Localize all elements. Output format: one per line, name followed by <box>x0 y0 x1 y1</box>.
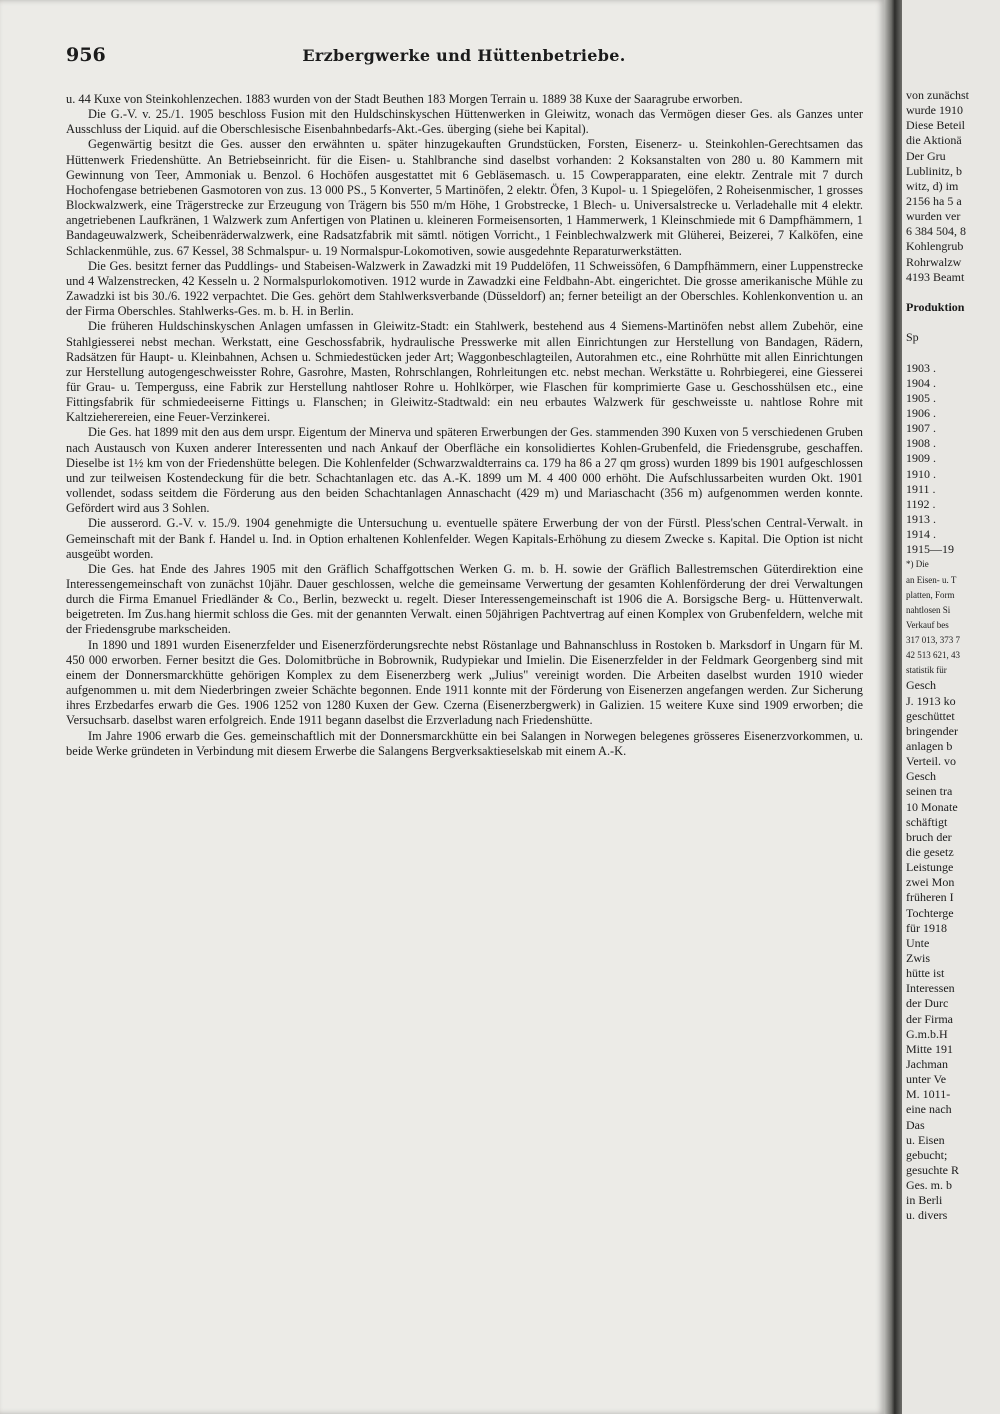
adjacent-line: zwei Mon <box>906 875 955 890</box>
adjacent-line: 1914 . <box>906 527 936 542</box>
adjacent-line: nahtlosen Si <box>906 604 951 615</box>
adjacent-page-fragment <box>902 0 1000 1414</box>
adjacent-line: 10 Monate <box>906 799 958 814</box>
adjacent-line: u. Eisen <box>906 1132 945 1147</box>
adjacent-line: Unte <box>906 935 930 950</box>
paragraph: Die Ges. hat Ende des Jahres 1905 mit den Gräflich Schaffgottschen Werken G. m. b. H. sowie der Gräflich Ballestremschen Güterdirektion eine Interessengemeinschaft von zunächst 10jähr. Dauer geschlossen, welche die gemeinsame Verwertung der gesamten Kohlenförderung der drei Verwaltungen durch die Firma Emanuel Friedländer & Co., Berlin, bezweckt u. regelt. Dieser Interessengemeinschaft ist 1906 die A. Borsigsche Berg- u. Hüttenverwalt. beigetreten. Im Zus.hang hiermit schloss die Ges. mit der genannten Verwalt. einen 50jährigen Pachtvertrag auf einen Komplex von Grubenfeldern, welche mit der Friedensgrube markscheiden. <box>66 561 863 637</box>
adjacent-line: platten, Form <box>906 589 955 600</box>
adjacent-line: 1908 . <box>906 436 936 451</box>
adjacent-line: u. divers <box>906 1208 948 1223</box>
adjacent-line: Diese Beteil <box>906 118 965 133</box>
adjacent-line: G.m.b.H <box>906 1026 948 1041</box>
adjacent-line: Zwis <box>906 951 930 966</box>
paragraph: Im Jahre 1906 erwarb die Ges. gemeinschaftlich mit der Donnersmarckhütte ein bei Salangen in Norwegen belegenes grösseres Eisenerzvorkommen, u. beide Werke gründeten in Verbindung mit diesem Erwerbe die Salangens Bergverksaktieselskab mit einem A.-K. <box>66 728 863 758</box>
adjacent-line: 317 013, 373 7 <box>906 635 960 646</box>
paragraph: Die Ges. besitzt ferner das Puddlings- und Stabeisen-Walzwerk in Zawadzki mit 19 Puddelöfen, 11 Schweissöfen, 6 Dampfhämmern, einer Luppenstrecke und 4 Walzenstrecken, 42 Kesseln u. 2 Normalspurlokomotiven. 1912 wurde in Zawadzki eine Feldbahn-Abt. eingerichtet. Die grosse amerikanische Mühle zu Zawadzki ist bis 30./6. 1922 verpachtet. Die Ges. gehört dem Stahlwerksverbande (Düsseldorf) an; ferner beteiligt an der Oberschles. Kohlenkonvention u. an der Firma Oberschles. Stahlwerks-Ges. m. b. H. in Berlin. <box>66 258 863 319</box>
adjacent-line: Gesch <box>906 678 936 693</box>
adjacent-line: 1907 . <box>906 421 936 436</box>
paragraph: Die Ges. hat 1899 mit den aus dem urspr. Eigentum der Minerva und späteren Erwerbungen der Ges. stammenden 390 Kuxen von 5 verschiedenen Gruben nach Austausch von Kuxen anderer Interessenten und nach Ankauf der Oberfläche ein konsolidiertes Kohlen-Grubenfeld, die Friedensgrube, geschaffen. Dieselbe ist 1½ km von der Friedenshütte belegen. Die Kohlenfelder (Schwarzwaldterrains ca. 179 ha 86 a 27 qm gross) wurden 1899 bis 1901 aufgeschlossen und zur teilweisen Kostendeckung für die betr. Schachtanlagen etc. das A.-K. 1899 um M. 4 400 000 erhöht. Die Aufschlussarbeiten wurden Okt. 1901 vollendet, sodass seitdem die Förderung aus den beiden Schachtanlagen Annaschacht (429 m) und Mariaschacht (356 m) aufgenommen werden konnte. Gefördert wird aus 3 Sohlen. <box>66 425 863 516</box>
page-header <box>66 44 862 70</box>
paragraph: Die G.-V. v. 25./1. 1905 beschloss Fusion mit den Huldschinskyschen Hüttenwerken in Gleiwitz, wonach das Vermögen dieser Ges. als Ganzes unter Ausschluss der Liquid. auf die Oberschlesische Eisenbahnbedarfs-Akt.-Ges. überging (siehe bei Kapital). <box>66 107 863 137</box>
page-number: 956 <box>66 44 106 66</box>
adjacent-line: Der Gru <box>906 148 946 163</box>
adjacent-line: bringender <box>906 723 958 738</box>
adjacent-line: Verteil. vo <box>906 754 956 769</box>
adjacent-line: 1915—19 <box>906 542 954 557</box>
paragraph: u. 44 Kuxe von Steinkohlenzechen. 1883 wurden von der Stadt Beuthen 183 Morgen Terrain u. 1889 38 Kuxe der Saaragrube erworben. <box>66 92 743 106</box>
adjacent-line: an Eisen- u. T <box>906 574 957 585</box>
adjacent-line: Sp <box>906 330 919 345</box>
adjacent-line: Jachman <box>906 1057 948 1071</box>
adjacent-line: Interessen <box>906 981 955 996</box>
adjacent-line: J. 1913 ko <box>906 693 956 708</box>
adjacent-line: gebucht; <box>906 1147 948 1162</box>
adjacent-line: geschüttet <box>906 708 955 723</box>
adjacent-line: Produktion <box>906 299 965 314</box>
adjacent-line: bruch der <box>906 829 952 844</box>
adjacent-line: Kohlengrub <box>906 239 964 254</box>
adjacent-line: 2156 ha 5 a <box>906 193 962 208</box>
adjacent-line: 1910 . <box>906 466 936 481</box>
adjacent-line: Rohrwalzw <box>906 254 962 269</box>
adjacent-line <box>906 285 1000 300</box>
adjacent-line: 1904 . <box>906 375 936 390</box>
adjacent-line: 4193 Beamt <box>906 269 965 284</box>
adjacent-line: M. 1011- <box>906 1087 951 1102</box>
adjacent-line: 42 513 621, 43 <box>906 650 960 661</box>
adjacent-line <box>906 345 1000 360</box>
adjacent-line: die gesetz <box>906 845 954 860</box>
body-text <box>66 92 863 759</box>
adjacent-line: 1903 . <box>906 360 936 375</box>
adjacent-line: Verkauf bes <box>906 619 949 630</box>
adjacent-line: unter Ve <box>906 1072 947 1087</box>
adjacent-line: früheren I <box>906 890 954 905</box>
adjacent-line: 1905 . <box>906 390 936 405</box>
adjacent-line: die Aktionä <box>906 133 962 148</box>
adjacent-line: 1906 . <box>906 405 936 420</box>
adjacent-page-lines <box>906 88 1000 1224</box>
adjacent-line: der Durc <box>906 996 949 1011</box>
adjacent-line: 1911 . <box>906 481 936 496</box>
adjacent-line: hütte ist <box>906 966 945 981</box>
adjacent-line: der Firma <box>906 1011 953 1026</box>
adjacent-line: Lublinitz, b <box>906 163 962 178</box>
adjacent-line: von zunächst <box>906 88 969 102</box>
paragraph: Die ausserord. G.-V. v. 15./9. 1904 genehmigte die Untersuchung u. eventuelle spätere Erwerbung der von der Fürstl. Pless'schen Central-Verwalt. in Gemeinschaft mit der Bank f. Handel u. Ind. in Option erhaltenen Kohlenfelder. Wegen Kapitals-Erhöhung zu diesem Zwecke s. Kapital. Die Option ist nicht ausgeübt worden. <box>66 516 863 561</box>
adjacent-line: in Berli <box>906 1193 943 1208</box>
adjacent-line <box>906 315 1000 330</box>
adjacent-line: *) Die <box>906 559 929 570</box>
adjacent-line: Gesch <box>906 769 936 784</box>
book-gutter <box>884 0 902 1414</box>
adjacent-line: seinen tra <box>906 784 953 799</box>
adjacent-line: Ges. m. b <box>906 1178 952 1193</box>
adjacent-line: gesuchte R <box>906 1162 959 1177</box>
adjacent-line: anlagen b <box>906 739 953 754</box>
adjacent-line: für 1918 <box>906 920 947 935</box>
adjacent-line: 1913 . <box>906 511 936 526</box>
adjacent-line: wurde 1910 <box>906 103 963 118</box>
adjacent-line: wurden ver <box>906 209 961 224</box>
adjacent-line: schäftigt <box>906 814 948 829</box>
adjacent-line: 1909 . <box>906 451 936 466</box>
paragraph: Die früheren Huldschinskyschen Anlagen umfassen in Gleiwitz-Stadt: ein Stahlwerk, bestehend aus 4 Siemens-Martinöfen nebst allem Zubehör, eine Stahlgiesserei nebst mechan. Werkstatt, eine Geschossfabrik, hydraulische Presswerke mit allen Einrichtungen zur Herstellung von Bandagen, Rädern, Radsätzen für Haupt- u. Kleinbahnen, Achsen u. Schmiedestücken jeder Art; Waggonbeschlagteilen, Autorahmen etc., eine Rohrhütte mit allen Einrichtungen zur Herstellung autogengeschweisster Rohre, Gasrohre, Masten, Rohrschlangen, Rohrleitungen etc. nebst mechan. Werkstätte u. Rohrbiegerei, eine Giesserei für Grau- u. Temperguss, eine Fabrik zur Herstellung nahtloser Rohre u. Hohlkörper, wie Flaschen für komprimierte Gase u. Geschosshülsen etc., eine Fittingsfabrik für schmiedeeiserne Fittings u. Flanschen; in Gleiwitz-Stadtwald: ein neu erbautes Walzwerk für geschweisste u. nahtlose Rohre mit Kaltzieherereien, eine Feuer-Verzinkerei. <box>66 319 863 425</box>
adjacent-line: Tochterge <box>906 905 954 920</box>
adjacent-line: 6 384 504, 8 <box>906 224 966 239</box>
adjacent-line: 1192 . <box>906 496 936 511</box>
paragraph: In 1890 und 1891 wurden Eisenerzfelder und Eisenerzförderungsrechte nebst Röstanlage und Bahnanschluss in Rostoken b. Marksdorf in Ungarn für M. 450 000 erworben. Ferner besitzt die Ges. Dolomitbrüche in Bobrownik, Rudypiekar und Imielin. Die Eisenerzfelder in der Feldmark Georgenberg sind mit einem der Donnersmarckhütte gehörigen Komplex zu dem Eisenerzberg werk „Julius" vereinigt worden. Die Arbeiten daselbst wurden 1910 wieder aufgenommen u. mit dem Niederbringen zweier Schächte begonnen. Ende 1911 konnte mit der Förderung von Eisenerzen angefangen werden. Zur Sicherung ihres Erzbedarfes erwarb die Ges. 1906 1252 von 1280 Kuxen der Gew. Czerna (Eisenerzbergwerk) in Galizien. 15 weitere Kuxe sind 1909 erworben; die Versuchsarb. daselbst waren erfolgreich. Ende 1911 begann daselbst die Erzverladung nach Friedenshütte. <box>66 637 863 728</box>
adjacent-line: Mitte 191 <box>906 1041 953 1056</box>
adjacent-line: eine nach <box>906 1102 952 1117</box>
adjacent-line: witz, d) im <box>906 178 959 193</box>
paragraph: Gegenwärtig besitzt die Ges. ausser den erwähnten u. später hinzugekauften Grundstücken, Forsten, Eisenerz- u. Steinkohlen-Gerechtsamen das Hüttenwerk Friedenshütte. An Betriebseinricht. für die Eisen- u. Stahlbranche sind daselbst vorhanden: 2 Koksanstalten von 280 u. 80 Kammern mit Gewinnung von Teer, Ammoniak u. Benzol. 6 Hochöfen ausgestattet mit 6 Gebläsemasch. u. 15 Cowperapparaten, eine elektr. Zentrale mit 7 durch Hochofengase betriebenen Gasmotoren von zus. 13 000 PS., 5 Konverter, 5 Martinöfen, 2 elektr. Öfen, 3 Kupol- u. 1 Spiegelöfen, 2 Roheisenmischer, 1 grosses Blockwalzwerk, eine Trägerstrecke zur Erzeugung von Trägern bis 550 m/m Höhe, 1 Grobstrecke, 1 Blech- u. Universalstrecke u. Verladehalle mit 4 elektr. angetriebenen Laufkränen, 1 Walzwerk zum Anfertigen von Platinen u. kleineren Formeisensorten, 1 Hammerwerk, 1 Kleinschmiede mit 6 Dampfhämmern, 1 Bandageuwalzwerk, Scheibenräderwalzwerk, eine Radsatzfabrik mit sämtl. nötigen Vorricht., 1 Feinblechwalzwerk mit Glüherei, Beizerei, 7 Kalköfen, eine Schlackenmühle, zus. 67 Kessel, 38 Schmalspur- u. 19 Normalspur-Lokomotiven, sowie ausgedehnte Reparaturwerkstätten. <box>66 137 863 258</box>
adjacent-line: Leistunge <box>906 860 954 875</box>
adjacent-line: Das <box>906 1117 925 1132</box>
adjacent-line: statistik für <box>906 665 947 676</box>
running-head: Erzbergwerke und Hüttenbetriebe. <box>302 46 626 65</box>
